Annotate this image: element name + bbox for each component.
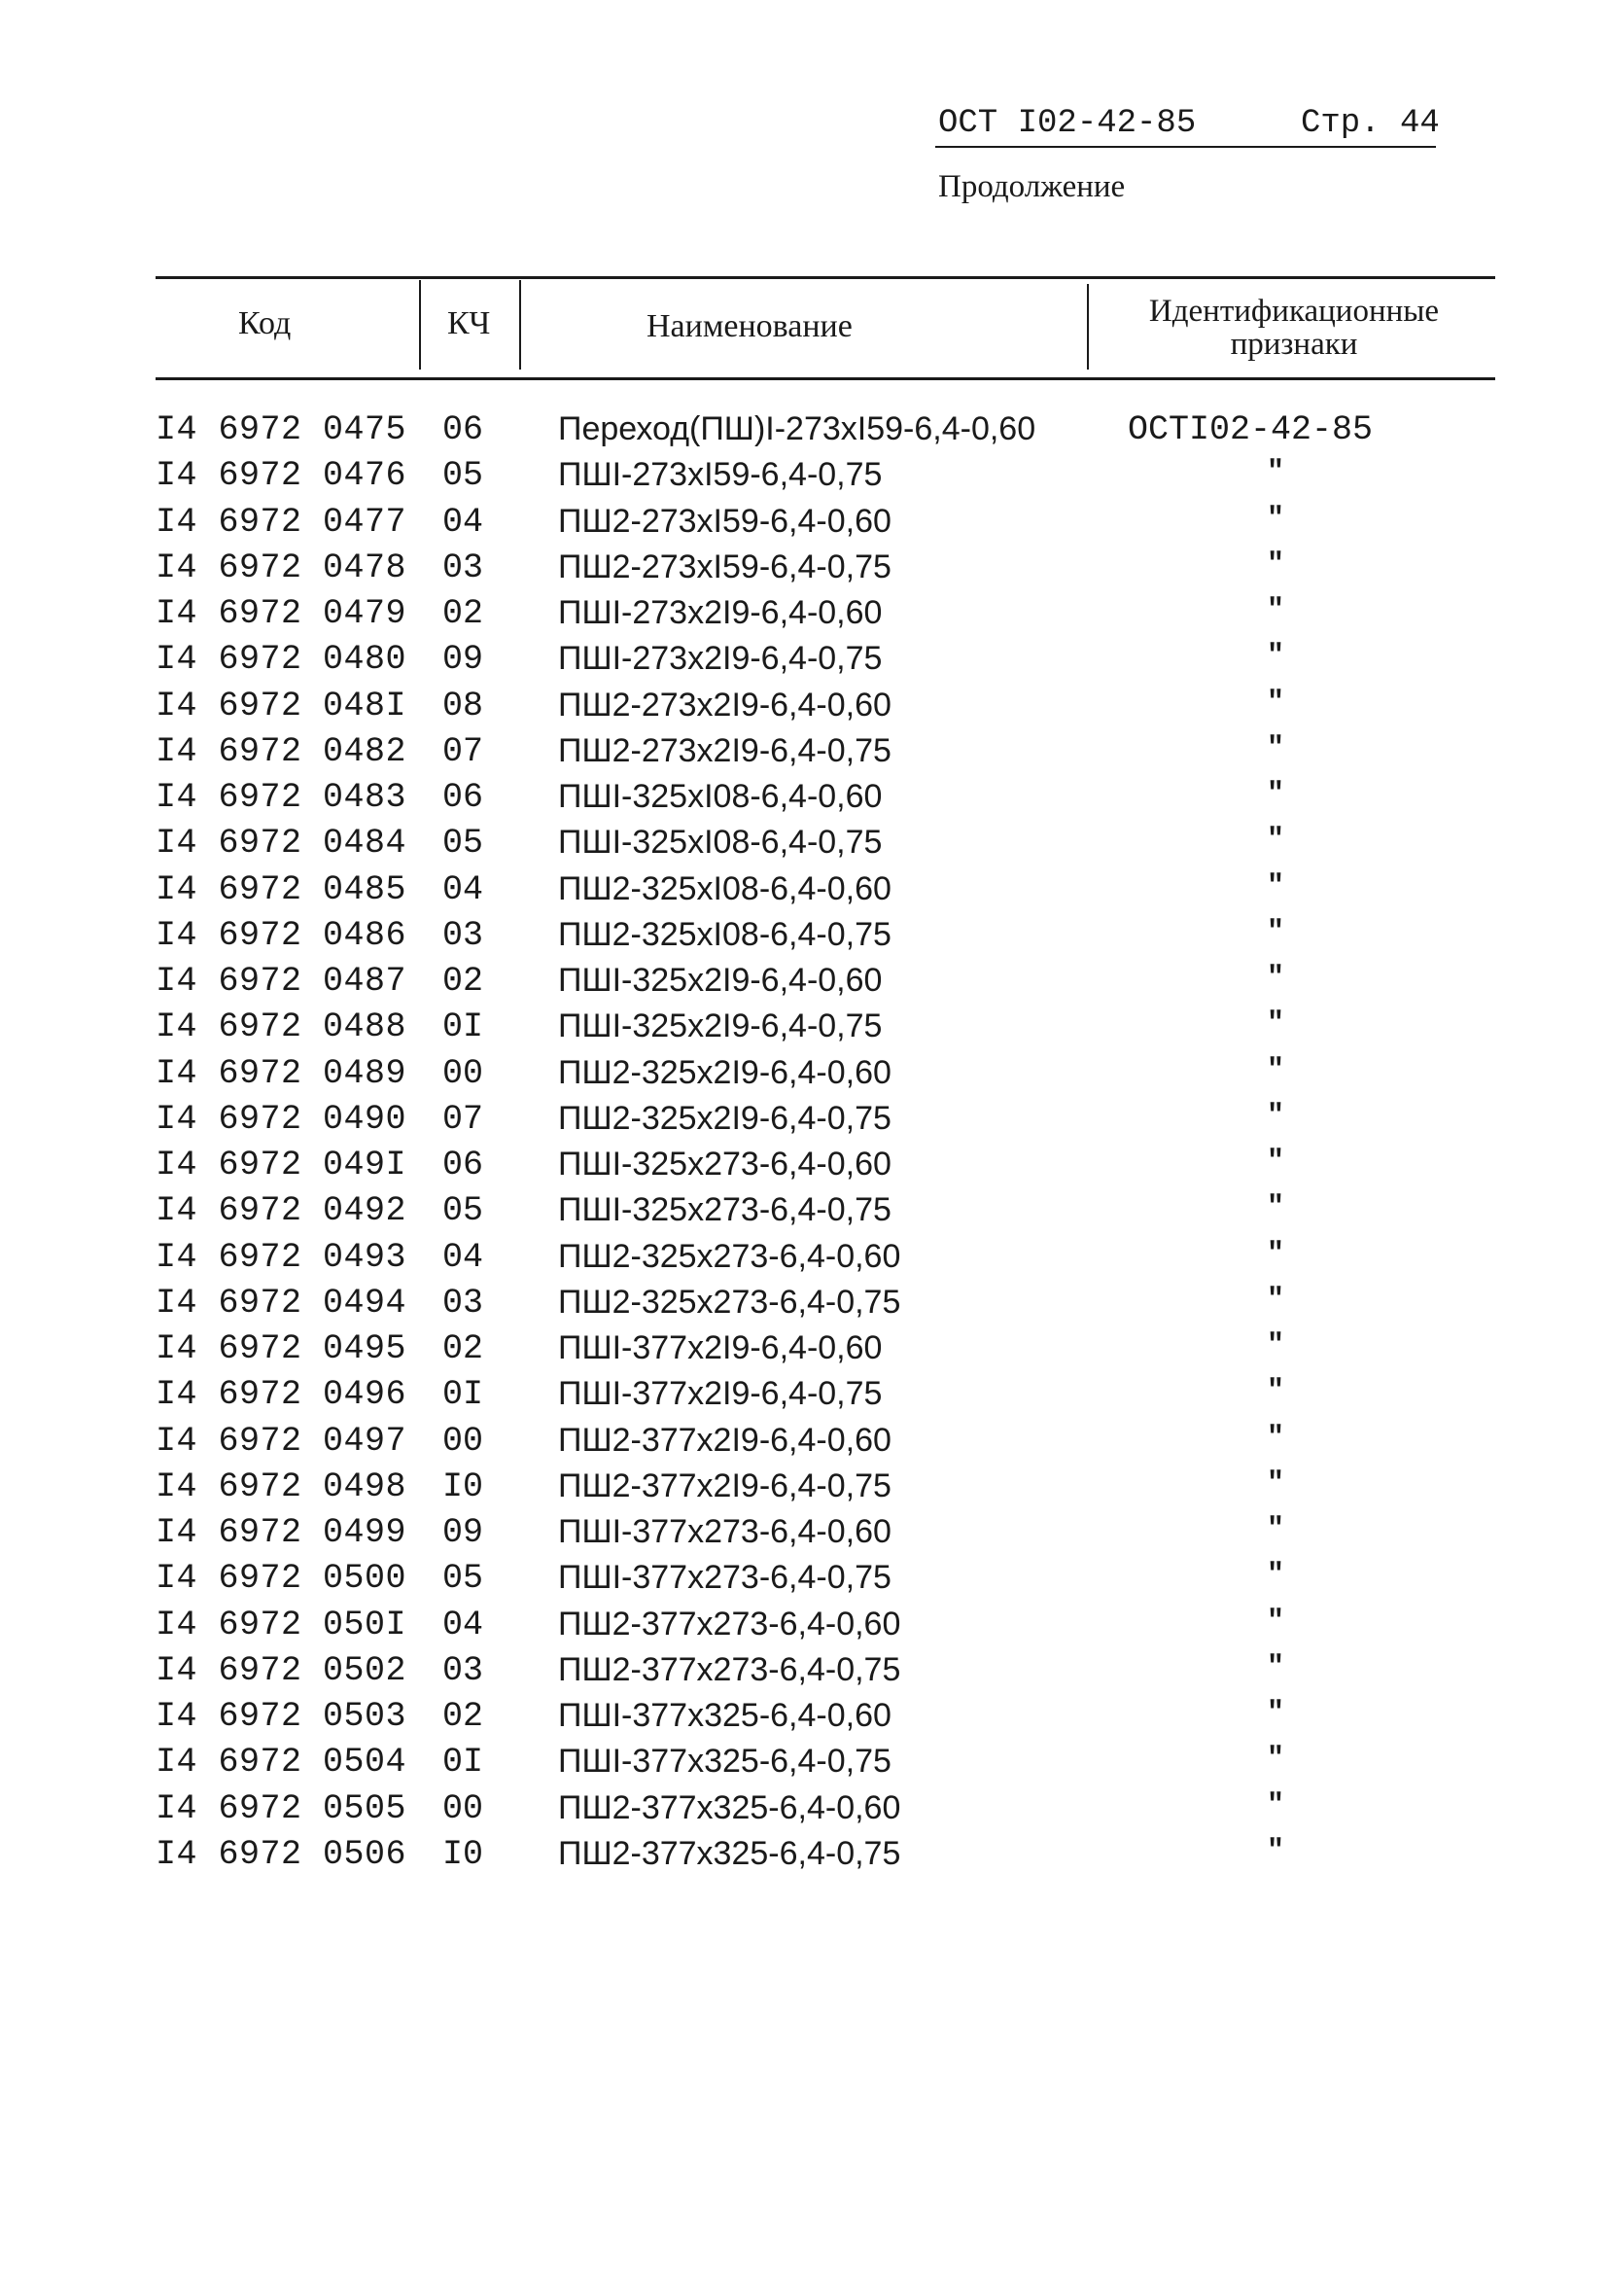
cell-kch: 00	[442, 1788, 484, 1828]
cell-name: ПШ2-273xI59-6,4-0,60	[558, 502, 891, 540]
cell-ident: "	[1267, 1650, 1285, 1684]
cell-name: ПШ2-377x273-6,4-0,60	[558, 1605, 901, 1643]
cell-kch: 00	[442, 1421, 484, 1461]
cell-ident: "	[1267, 824, 1285, 858]
column-separator	[1087, 284, 1089, 370]
table-row	[0, 1835, 1608, 1881]
cell-kch: 05	[442, 824, 484, 864]
cell-kch: 03	[442, 548, 484, 587]
table-row	[0, 1697, 1608, 1743]
cell-ident: "	[1267, 640, 1285, 674]
table-row	[0, 1513, 1608, 1559]
cell-name: ПШ2-325x273-6,4-0,75	[558, 1283, 901, 1321]
cell-kch: 06	[442, 410, 484, 449]
cell-code: I4 6972 0485	[156, 869, 407, 909]
column-header-ident-line2: признаки	[1230, 327, 1358, 362]
table-row	[0, 962, 1608, 1007]
cell-kch: 07	[442, 1099, 484, 1139]
cell-code: I4 6972 0477	[156, 502, 407, 542]
cell-code: I4 6972 049I	[156, 1146, 407, 1184]
cell-ident: "	[1267, 1283, 1285, 1317]
cell-code: I4 6972 0498	[156, 1466, 407, 1506]
cell-ident: "	[1267, 1146, 1285, 1179]
table-row	[0, 1191, 1608, 1237]
cell-name: ПШI-377x325-6,4-0,60	[558, 1697, 891, 1734]
cell-code: I4 6972 0503	[156, 1697, 407, 1736]
cell-kch: I0	[442, 1466, 484, 1506]
table-row	[0, 1329, 1608, 1375]
cell-name: ПШI-377x325-6,4-0,75	[558, 1743, 891, 1781]
cell-code: I4 6972 0478	[156, 548, 407, 587]
cell-kch: 00	[442, 1053, 484, 1093]
table-row	[0, 732, 1608, 778]
cell-ident: "	[1267, 1191, 1285, 1225]
cell-code: I4 6972 0497	[156, 1421, 407, 1461]
cell-ident: "	[1267, 915, 1285, 949]
cell-code: I4 6972 0480	[156, 640, 407, 680]
column-header-code: Код	[238, 305, 292, 341]
cell-code: I4 6972 0475	[156, 410, 407, 449]
table-row	[0, 503, 1608, 548]
cell-code: I4 6972 048I	[156, 686, 407, 725]
cell-code: I4 6972 050I	[156, 1605, 407, 1644]
cell-name: Переход(ПШ)I-273xI59-6,4-0,60	[558, 410, 1036, 447]
table-row	[0, 687, 1608, 732]
cell-ident: "	[1267, 1237, 1285, 1271]
page-number: Стр. 44	[1301, 105, 1440, 142]
table-row	[0, 1651, 1608, 1697]
cell-name: ПШI-273x2I9-6,4-0,60	[558, 594, 883, 631]
cell-code: I4 6972 0495	[156, 1329, 407, 1368]
cell-name: ПШI-325x2I9-6,4-0,60	[558, 962, 883, 999]
cell-kch: 09	[442, 1513, 484, 1552]
cell-code: I4 6972 0476	[156, 456, 407, 496]
column-separator	[419, 280, 421, 370]
table-row	[0, 1007, 1608, 1053]
table-row	[0, 1606, 1608, 1651]
cell-name: ПШI-325x273-6,4-0,75	[558, 1191, 891, 1229]
cell-kch: 09	[442, 640, 484, 680]
cell-code: I4 6972 0483	[156, 778, 407, 817]
cell-code: I4 6972 0502	[156, 1650, 407, 1690]
cell-ident: "	[1267, 1788, 1285, 1822]
cell-name: ПШ2-377x325-6,4-0,60	[558, 1788, 901, 1826]
table-row	[0, 1789, 1608, 1835]
cell-code: I4 6972 0499	[156, 1513, 407, 1552]
cell-ident: "	[1267, 456, 1285, 490]
table-row	[0, 1054, 1608, 1100]
cell-kch: 04	[442, 869, 484, 909]
cell-code: I4 6972 0487	[156, 962, 407, 1001]
cell-ident: ОСТI02-42-85	[1128, 410, 1374, 449]
table-row	[0, 1284, 1608, 1329]
cell-kch: 05	[442, 456, 484, 496]
cell-kch: 07	[442, 731, 484, 771]
table-row	[0, 548, 1608, 594]
cell-kch: 02	[442, 962, 484, 1001]
cell-name: ПШ2-273x2I9-6,4-0,75	[558, 731, 891, 769]
cell-name: ПШI-325xI08-6,4-0,75	[558, 824, 883, 862]
cell-code: I4 6972 0506	[156, 1834, 407, 1874]
cell-name: ПШ2-377x2I9-6,4-0,60	[558, 1421, 891, 1459]
cell-ident: "	[1267, 686, 1285, 720]
cell-kch: 02	[442, 1697, 484, 1736]
cell-name: ПШ2-325x2I9-6,4-0,60	[558, 1053, 891, 1091]
column-separator	[519, 280, 521, 370]
table-row	[0, 1467, 1608, 1513]
cell-code: I4 6972 0496	[156, 1375, 407, 1415]
cell-name: ПШ2-325x273-6,4-0,60	[558, 1237, 901, 1275]
table-header-bottom-rule	[156, 377, 1495, 380]
cell-kch: 02	[442, 1329, 484, 1368]
table-row	[0, 456, 1608, 502]
standard-number: ОСТ I02-42-85	[938, 105, 1197, 142]
cell-ident: "	[1267, 548, 1285, 582]
table-row	[0, 870, 1608, 916]
cell-code: I4 6972 0493	[156, 1237, 407, 1277]
cell-kch: 04	[442, 1237, 484, 1277]
cell-name: ПШI-377x273-6,4-0,60	[558, 1513, 891, 1550]
cell-ident: "	[1267, 1605, 1285, 1639]
cell-kch: 0I	[442, 1375, 484, 1415]
cell-name: ПШ2-377x325-6,4-0,75	[558, 1834, 901, 1872]
cell-name: ПШI-325x273-6,4-0,60	[558, 1146, 891, 1183]
cell-name: ПШ2-273xI59-6,4-0,75	[558, 548, 891, 585]
cell-kch: 03	[442, 915, 484, 955]
cell-code: I4 6972 0484	[156, 824, 407, 864]
cell-kch: 08	[442, 686, 484, 725]
header-underline	[935, 146, 1436, 148]
cell-name: ПШI-273x2I9-6,4-0,75	[558, 640, 883, 678]
table-row	[0, 916, 1608, 962]
cell-name: ПШ2-325xI08-6,4-0,75	[558, 915, 891, 953]
cell-code: I4 6972 0492	[156, 1191, 407, 1231]
cell-ident: "	[1267, 1834, 1285, 1868]
cell-code: I4 6972 0490	[156, 1099, 407, 1139]
cell-name: ПШ2-377x273-6,4-0,75	[558, 1650, 901, 1688]
cell-ident: "	[1267, 1513, 1285, 1546]
table-row	[0, 1100, 1608, 1146]
cell-code: I4 6972 0504	[156, 1743, 407, 1783]
cell-kch: I0	[442, 1834, 484, 1874]
table-row	[0, 1146, 1608, 1191]
table-row	[0, 1375, 1608, 1421]
cell-name: ПШI-377x2I9-6,4-0,60	[558, 1329, 883, 1366]
cell-name: ПШI-377x2I9-6,4-0,75	[558, 1375, 883, 1413]
cell-ident: "	[1267, 778, 1285, 811]
cell-kch: 04	[442, 502, 484, 542]
table-row	[0, 410, 1608, 456]
cell-name: ПШI-273xI59-6,4-0,75	[558, 456, 883, 494]
cell-ident: "	[1267, 1375, 1285, 1409]
continuation-label: Продолжение	[938, 169, 1126, 204]
cell-ident: "	[1267, 1007, 1285, 1042]
cell-name: ПШ2-325x2I9-6,4-0,75	[558, 1099, 891, 1137]
cell-kch: 06	[442, 778, 484, 817]
table-top-rule	[156, 276, 1495, 279]
cell-ident: "	[1267, 502, 1285, 536]
cell-code: I4 6972 0482	[156, 731, 407, 771]
cell-kch: 05	[442, 1191, 484, 1231]
cell-kch: 03	[442, 1283, 484, 1323]
cell-ident: "	[1267, 869, 1285, 903]
cell-code: I4 6972 0505	[156, 1788, 407, 1828]
cell-name: ПШI-325x2I9-6,4-0,75	[558, 1007, 883, 1045]
cell-code: I4 6972 0488	[156, 1007, 407, 1047]
cell-ident: "	[1267, 1329, 1285, 1362]
cell-kch: 0I	[442, 1007, 484, 1047]
column-header-ident-line1: Идентификационные	[1148, 294, 1440, 329]
cell-ident: "	[1267, 1099, 1285, 1133]
table-row	[0, 640, 1608, 686]
cell-ident: "	[1267, 1053, 1285, 1087]
cell-kch: 02	[442, 594, 484, 633]
cell-name: ПШI-377x273-6,4-0,75	[558, 1559, 891, 1597]
cell-name: ПШ2-273x2I9-6,4-0,60	[558, 686, 891, 724]
table-row	[0, 1743, 1608, 1788]
table-row	[0, 594, 1608, 640]
cell-ident: "	[1267, 1743, 1285, 1777]
table-row	[0, 824, 1608, 869]
cell-ident: "	[1267, 1421, 1285, 1455]
table-row	[0, 778, 1608, 824]
cell-ident: "	[1267, 1466, 1285, 1501]
cell-code: I4 6972 0489	[156, 1053, 407, 1093]
cell-name: ПШ2-377x2I9-6,4-0,75	[558, 1466, 891, 1504]
table-row	[0, 1422, 1608, 1467]
table-row	[0, 1238, 1608, 1284]
cell-kch: 05	[442, 1559, 484, 1599]
table-row	[0, 1559, 1608, 1605]
column-header-name: Наименование	[647, 308, 853, 344]
column-header-ident	[1110, 295, 1478, 361]
cell-code: I4 6972 0486	[156, 915, 407, 955]
cell-code: I4 6972 0500	[156, 1559, 407, 1599]
cell-name: ПШI-325xI08-6,4-0,60	[558, 778, 883, 815]
cell-kch: 06	[442, 1146, 484, 1184]
cell-kch: 04	[442, 1605, 484, 1644]
cell-name: ПШ2-325xI08-6,4-0,60	[558, 869, 891, 907]
cell-ident: "	[1267, 594, 1285, 627]
cell-code: I4 6972 0494	[156, 1283, 407, 1323]
cell-kch: 0I	[442, 1743, 484, 1783]
cell-ident: "	[1267, 1559, 1285, 1593]
cell-kch: 03	[442, 1650, 484, 1690]
cell-ident: "	[1267, 731, 1285, 765]
cell-ident: "	[1267, 962, 1285, 995]
cell-code: I4 6972 0479	[156, 594, 407, 633]
column-header-kch: КЧ	[447, 305, 491, 341]
cell-ident: "	[1267, 1697, 1285, 1730]
